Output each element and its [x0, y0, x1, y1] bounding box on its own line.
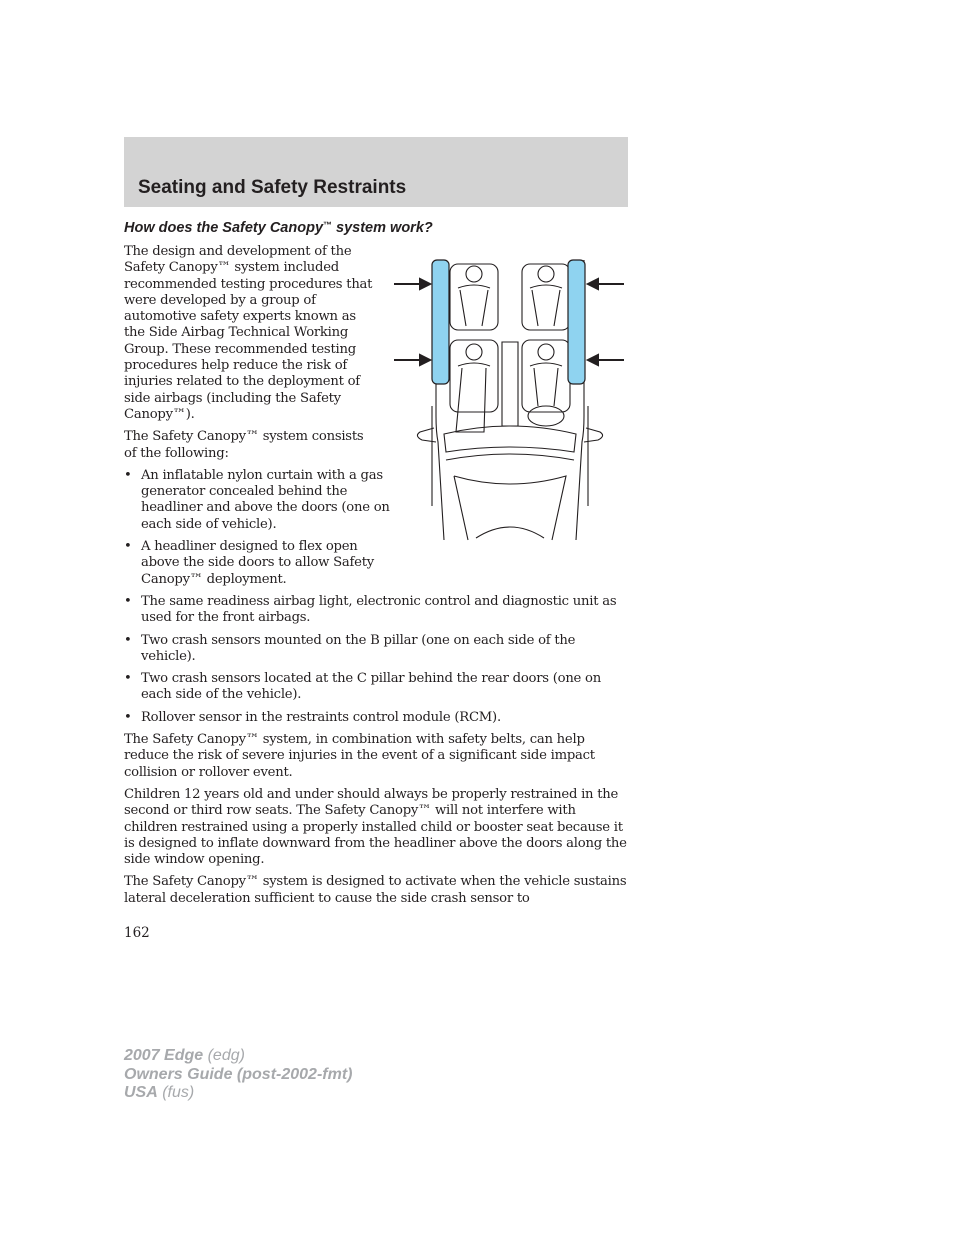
footer [124, 1047, 352, 1103]
footer-guide: Owners Guide (post-2002-fmt) [124, 1065, 353, 1083]
list-item: • An inflatable nylon curtain with a gas generator concealed behind the headliner and above the doors (one on each side of vehicle). [124, 467, 390, 532]
body-text [124, 244, 627, 913]
list-item: • Two crash sensors located at the C pillar behind the rear doors (one on each side of the vehicle). [124, 671, 601, 703]
combination-paragraph: The Safety Canopy™ system, in combination with safety belts, can help reduce the risk of severe injuries in the event of a significant side impact collision or rollover event. [124, 732, 595, 780]
page-number: 162 [124, 925, 150, 941]
trademark-symbol: ™ [323, 220, 332, 230]
intro-paragraph: The design and development of the Safety Canopy™ system included recommended testing procedures that were developed by a group of automotive safety experts known as the Side Airbag Technical Working Group. These recommended testing procedures help reduce the risk of injuries related to the deployment of side airbags (including the Safety Canopy™). [124, 244, 373, 422]
list-item: • Rollover sensor in the restraints control module (RCM). [124, 709, 501, 725]
footer-market-code: (fus) [157, 1084, 195, 1101]
subheading [124, 220, 433, 236]
subheading-text: How does the Safety Canopy [124, 220, 324, 237]
children-paragraph: Children 12 years old and under should always be properly restrained in the second or third row seats. The Safety Canopy™ will not interfere with children restrained using a properly installed child or booster seat because it is designed to inflate downward from the headliner above the doors along the side window opening. [124, 786, 627, 868]
list-item: • A headliner designed to flex open above the side doors to allow Safety Canopy™ deployment. [124, 539, 374, 587]
list-item: • The same readiness airbag light, electronic control and diagnostic unit as used for the front airbags. [124, 593, 617, 626]
footer-market: USA [124, 1084, 158, 1101]
consists-paragraph: The Safety Canopy™ system consists of the following: [124, 429, 364, 461]
section-title: Seating and Safety Restraints [138, 177, 407, 198]
activate-paragraph: The Safety Canopy™ system is designed to activate when the vehicle sustains lateral deceleration sufficient to cause the side crash sensor to [124, 874, 627, 906]
footer-model-code: (edg) [203, 1047, 245, 1064]
component-list [124, 468, 627, 726]
footer-model: 2007 Edge [124, 1047, 204, 1064]
subheading-rest: system work? [332, 220, 433, 237]
header-band [124, 137, 628, 207]
list-item: • Two crash sensors mounted on the B pillar (one on each side of the vehicle). [124, 632, 576, 664]
